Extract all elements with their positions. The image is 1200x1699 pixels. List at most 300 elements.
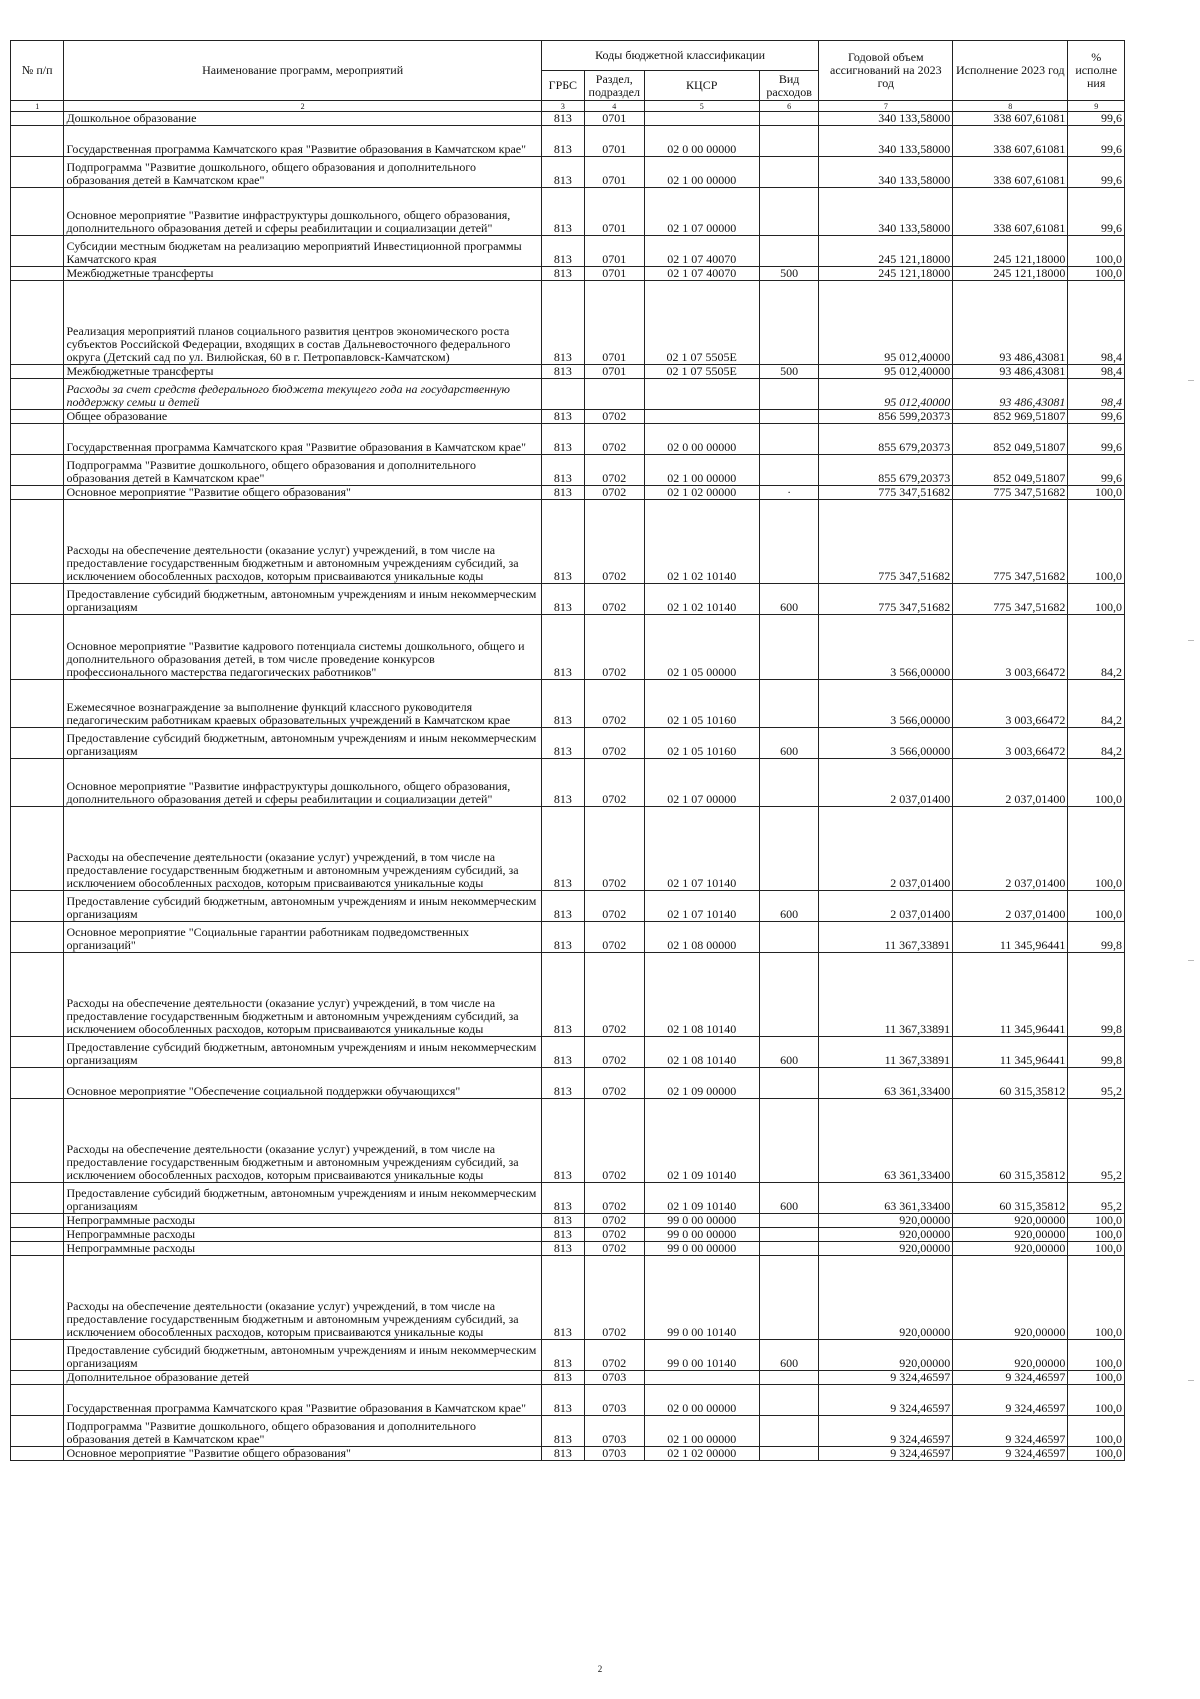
row-annual-amount: 95 012,40000	[819, 379, 953, 410]
table-row	[11, 1068, 1125, 1099]
scan-edge-mark	[1188, 1380, 1194, 1381]
row-kcsr: 02 1 09 10140	[644, 1099, 759, 1183]
row-number	[11, 759, 64, 807]
row-kcsr: 02 1 02 10140	[644, 584, 759, 615]
row-grbs: 813	[541, 1214, 584, 1228]
table-row	[11, 379, 1125, 410]
row-razdel: 0702	[584, 1242, 644, 1256]
row-name: Межбюджетные трансферты	[64, 365, 541, 379]
row-grbs: 813	[541, 807, 584, 891]
row-razdel: 0702	[584, 1099, 644, 1183]
row-percent: 98,4	[1068, 379, 1125, 410]
row-grbs: 813	[541, 267, 584, 281]
row-number	[11, 615, 64, 680]
row-razdel: 0702	[584, 922, 644, 953]
table-row	[11, 112, 1125, 126]
row-vid-rashodov: 600	[759, 1183, 819, 1214]
row-vid-rashodov	[759, 807, 819, 891]
row-razdel: 0701	[584, 365, 644, 379]
row-number	[11, 1183, 64, 1214]
row-name: Дополнительное образование детей	[64, 1371, 541, 1385]
row-grbs: 813	[541, 1447, 584, 1461]
row-razdel: 0703	[584, 1447, 644, 1461]
row-name: Подпрограмма "Развитие дошкольного, общего образования и дополнительного образования детей в Камчатском крае"	[64, 157, 541, 188]
row-grbs: 813	[541, 1385, 584, 1416]
row-vid-rashodov: ·	[759, 486, 819, 500]
row-razdel: 0701	[584, 157, 644, 188]
row-execution-amount: 920,00000	[953, 1256, 1068, 1340]
row-execution-amount: 920,00000	[953, 1242, 1068, 1256]
header-annual-appropriations: Годовой объем ассигнований на 2023 год	[819, 41, 953, 101]
row-vid-rashodov	[759, 410, 819, 424]
table-row	[11, 1183, 1125, 1214]
row-name: Субсидии местным бюджетам на реализацию мероприятий Инвестиционной программы Камчатского края	[64, 236, 541, 267]
row-vid-rashodov	[759, 1099, 819, 1183]
row-vid-rashodov	[759, 157, 819, 188]
row-vid-rashodov	[759, 759, 819, 807]
row-name: Дошкольное образование	[64, 112, 541, 126]
row-number	[11, 365, 64, 379]
column-number: 4	[584, 101, 644, 112]
row-kcsr: 02 0 00 00000	[644, 424, 759, 455]
row-percent: 99,6	[1068, 157, 1125, 188]
row-grbs: 813	[541, 922, 584, 953]
table-row	[11, 1214, 1125, 1228]
row-kcsr: 02 1 02 10140	[644, 500, 759, 584]
row-annual-amount: 2 037,01400	[819, 759, 953, 807]
row-annual-amount: 775 347,51682	[819, 584, 953, 615]
row-name: Расходы на обеспечение деятельности (оказание услуг) учреждений, в том числе на предоставление государственным бюджетным и автономным учреждениям субсидий, за исключением обособленных расходов, которым присваиваются уникальные коды	[64, 500, 541, 584]
row-number	[11, 157, 64, 188]
row-kcsr: 02 1 00 00000	[644, 157, 759, 188]
table-row	[11, 236, 1125, 267]
row-vid-rashodov	[759, 922, 819, 953]
row-annual-amount: 856 599,20373	[819, 410, 953, 424]
row-annual-amount: 340 133,58000	[819, 126, 953, 157]
row-percent: 99,8	[1068, 922, 1125, 953]
header-kcsr: КЦСР	[644, 71, 759, 101]
row-kcsr: 02 0 00 00000	[644, 1385, 759, 1416]
row-name: Основное мероприятие "Развитие общего образования"	[64, 486, 541, 500]
row-kcsr: 02 1 07 10140	[644, 807, 759, 891]
row-number	[11, 424, 64, 455]
row-execution-amount: 852 969,51807	[953, 410, 1068, 424]
row-annual-amount: 11 367,33891	[819, 1037, 953, 1068]
row-kcsr: 02 1 07 10140	[644, 891, 759, 922]
row-number	[11, 680, 64, 728]
row-vid-rashodov	[759, 953, 819, 1037]
row-kcsr: 99 0 00 10140	[644, 1256, 759, 1340]
table-row	[11, 1385, 1125, 1416]
row-annual-amount: 245 121,18000	[819, 236, 953, 267]
row-grbs: 813	[541, 953, 584, 1037]
row-number	[11, 267, 64, 281]
row-annual-amount: 340 133,58000	[819, 188, 953, 236]
row-razdel: 0702	[584, 486, 644, 500]
column-number: 5	[644, 101, 759, 112]
row-kcsr: 02 1 07 5505Е	[644, 365, 759, 379]
row-number	[11, 1385, 64, 1416]
row-razdel: 0702	[584, 759, 644, 807]
row-name: Общее образование	[64, 410, 541, 424]
row-execution-amount: 338 607,61081	[953, 126, 1068, 157]
row-name: Расходы на обеспечение деятельности (оказание услуг) учреждений, в том числе на предоставление государственным бюджетным и автономным учреждениям субсидий, за исключением обособленных расходов, которым присваиваются уникальные коды	[64, 953, 541, 1037]
table-row	[11, 500, 1125, 584]
row-execution-amount: 93 486,43081	[953, 281, 1068, 365]
table-row	[11, 1371, 1125, 1385]
row-percent: 100,0	[1068, 1228, 1125, 1242]
column-number: 6	[759, 101, 819, 112]
row-annual-amount: 9 324,46597	[819, 1416, 953, 1447]
row-razdel: 0702	[584, 953, 644, 1037]
row-grbs: 813	[541, 1340, 584, 1371]
row-grbs: 813	[541, 1228, 584, 1242]
row-annual-amount: 775 347,51682	[819, 486, 953, 500]
row-number	[11, 922, 64, 953]
row-vid-rashodov	[759, 1416, 819, 1447]
table-row	[11, 1099, 1125, 1183]
row-number	[11, 236, 64, 267]
row-number	[11, 500, 64, 584]
row-grbs: 813	[541, 455, 584, 486]
row-name: Предоставление субсидий бюджетным, автономным учреждениям и иным некоммерческим организациям	[64, 584, 541, 615]
row-annual-amount: 855 679,20373	[819, 424, 953, 455]
row-execution-amount: 2 037,01400	[953, 807, 1068, 891]
row-razdel: 0702	[584, 500, 644, 584]
column-number: 1	[11, 101, 64, 112]
row-percent: 99,6	[1068, 112, 1125, 126]
header-execution: Исполнение 2023 год	[953, 41, 1068, 101]
row-percent: 95,2	[1068, 1183, 1125, 1214]
row-percent: 99,8	[1068, 1037, 1125, 1068]
row-percent: 100,0	[1068, 1371, 1125, 1385]
row-percent: 84,2	[1068, 728, 1125, 759]
row-vid-rashodov	[759, 424, 819, 455]
row-execution-amount: 775 347,51682	[953, 500, 1068, 584]
header-percent: % исполне ния	[1068, 41, 1125, 101]
row-number	[11, 953, 64, 1037]
row-grbs: 813	[541, 1256, 584, 1340]
row-name: Предоставление субсидий бюджетным, автономным учреждениям и иным некоммерческим организациям	[64, 1183, 541, 1214]
row-razdel: 0703	[584, 1385, 644, 1416]
row-name: Подпрограмма "Развитие дошкольного, общего образования и дополнительного образования детей в Камчатском крае"	[64, 455, 541, 486]
row-vid-rashodov	[759, 236, 819, 267]
row-kcsr: 02 0 00 00000	[644, 126, 759, 157]
row-execution-amount: 9 324,46597	[953, 1416, 1068, 1447]
row-razdel: 0701	[584, 112, 644, 126]
row-name: Межбюджетные трансферты	[64, 267, 541, 281]
row-execution-amount: 2 037,01400	[953, 759, 1068, 807]
row-kcsr	[644, 379, 759, 410]
row-grbs: 813	[541, 1242, 584, 1256]
row-execution-amount: 60 315,35812	[953, 1068, 1068, 1099]
row-number	[11, 1214, 64, 1228]
row-number	[11, 410, 64, 424]
row-annual-amount: 63 361,33400	[819, 1183, 953, 1214]
row-kcsr	[644, 1371, 759, 1385]
row-number	[11, 807, 64, 891]
table-row	[11, 807, 1125, 891]
row-number	[11, 1242, 64, 1256]
table-row	[11, 1242, 1125, 1256]
row-kcsr	[644, 112, 759, 126]
row-name: Ежемесячное вознаграждение за выполнение функций классного руководителя педагогическим работникам краевых образовательных учреждений в Камчатском крае	[64, 680, 541, 728]
row-annual-amount: 9 324,46597	[819, 1371, 953, 1385]
row-annual-amount: 63 361,33400	[819, 1068, 953, 1099]
row-razdel: 0702	[584, 807, 644, 891]
row-vid-rashodov	[759, 1068, 819, 1099]
row-razdel	[584, 379, 644, 410]
table-row	[11, 680, 1125, 728]
row-annual-amount: 3 566,00000	[819, 728, 953, 759]
row-kcsr: 99 0 00 00000	[644, 1242, 759, 1256]
row-percent: 100,0	[1068, 1385, 1125, 1416]
table-row	[11, 759, 1125, 807]
row-kcsr: 02 1 00 00000	[644, 1416, 759, 1447]
row-kcsr: 02 1 07 5505Е	[644, 281, 759, 365]
row-execution-amount: 9 324,46597	[953, 1385, 1068, 1416]
row-vid-rashodov: 600	[759, 891, 819, 922]
row-number	[11, 584, 64, 615]
row-name: Государственная программа Камчатского края "Развитие образования в Камчатском крае"	[64, 126, 541, 157]
row-annual-amount: 9 324,46597	[819, 1447, 953, 1461]
column-number: 7	[819, 101, 953, 112]
row-razdel: 0702	[584, 615, 644, 680]
row-percent: 100,0	[1068, 891, 1125, 922]
row-name: Основное мероприятие "Обеспечение социальной поддержки обучающихся"	[64, 1068, 541, 1099]
row-grbs: 813	[541, 486, 584, 500]
row-name: Непрограммные расходы	[64, 1242, 541, 1256]
table-row	[11, 267, 1125, 281]
row-annual-amount: 9 324,46597	[819, 1385, 953, 1416]
row-grbs: 813	[541, 1037, 584, 1068]
row-grbs: 813	[541, 1068, 584, 1099]
row-kcsr: 99 0 00 00000	[644, 1228, 759, 1242]
row-grbs: 813	[541, 500, 584, 584]
row-number	[11, 1416, 64, 1447]
row-vid-rashodov: 600	[759, 1037, 819, 1068]
row-percent: 99,6	[1068, 410, 1125, 424]
row-percent: 99,6	[1068, 455, 1125, 486]
row-grbs: 813	[541, 112, 584, 126]
row-percent: 100,0	[1068, 500, 1125, 584]
row-execution-amount: 11 345,96441	[953, 922, 1068, 953]
row-annual-amount: 95 012,40000	[819, 365, 953, 379]
row-execution-amount: 338 607,61081	[953, 112, 1068, 126]
row-percent: 100,0	[1068, 1416, 1125, 1447]
table-row	[11, 584, 1125, 615]
header-num: № п/п	[11, 41, 64, 101]
row-razdel: 0702	[584, 424, 644, 455]
table-row	[11, 1416, 1125, 1447]
row-name: Основное мероприятие "Социальные гарантии работникам подведомственных организаций"	[64, 922, 541, 953]
table-body	[11, 112, 1125, 1461]
row-number	[11, 379, 64, 410]
row-kcsr: 02 1 08 00000	[644, 922, 759, 953]
row-grbs: 813	[541, 410, 584, 424]
row-vid-rashodov	[759, 1447, 819, 1461]
row-execution-amount: 338 607,61081	[953, 188, 1068, 236]
row-percent: 95,2	[1068, 1068, 1125, 1099]
row-vid-rashodov: 500	[759, 267, 819, 281]
row-percent: 100,0	[1068, 1340, 1125, 1371]
scan-edge-mark	[1188, 640, 1194, 641]
row-grbs: 813	[541, 365, 584, 379]
row-vid-rashodov: 600	[759, 1340, 819, 1371]
row-kcsr: 02 1 05 10160	[644, 728, 759, 759]
row-vid-rashodov	[759, 281, 819, 365]
row-number	[11, 1037, 64, 1068]
row-razdel: 0702	[584, 728, 644, 759]
row-number	[11, 891, 64, 922]
row-razdel: 0702	[584, 1228, 644, 1242]
row-vid-rashodov	[759, 1256, 819, 1340]
row-name: Расходы за счет средств федерального бюджета текущего года на государственную поддержку семьи и детей	[64, 379, 541, 410]
row-name: Расходы на обеспечение деятельности (оказание услуг) учреждений, в том числе на предоставление государственным бюджетным и автономным учреждениям субсидий, за исключением обособленных расходов, которым присваиваются уникальные коды	[64, 807, 541, 891]
row-percent: 100,0	[1068, 1214, 1125, 1228]
row-annual-amount: 920,00000	[819, 1228, 953, 1242]
row-razdel: 0702	[584, 584, 644, 615]
row-grbs: 813	[541, 615, 584, 680]
row-kcsr: 02 1 07 40070	[644, 267, 759, 281]
column-number: 8	[953, 101, 1068, 112]
row-name: Предоставление субсидий бюджетным, автономным учреждениям и иным некоммерческим организациям	[64, 1340, 541, 1371]
row-annual-amount: 340 133,58000	[819, 112, 953, 126]
row-annual-amount: 3 566,00000	[819, 615, 953, 680]
row-grbs: 813	[541, 1416, 584, 1447]
row-grbs: 813	[541, 680, 584, 728]
header-name: Наименование программ, мероприятий	[64, 41, 541, 101]
row-number	[11, 188, 64, 236]
row-execution-amount: 852 049,51807	[953, 424, 1068, 455]
row-annual-amount: 3 566,00000	[819, 680, 953, 728]
row-vid-rashodov	[759, 455, 819, 486]
row-vid-rashodov	[759, 379, 819, 410]
row-razdel: 0702	[584, 455, 644, 486]
row-grbs: 813	[541, 188, 584, 236]
row-razdel: 0703	[584, 1416, 644, 1447]
row-number	[11, 1371, 64, 1385]
header-grbs: ГРБС	[541, 71, 584, 101]
row-grbs: 813	[541, 424, 584, 455]
row-vid-rashodov	[759, 1242, 819, 1256]
row-razdel: 0701	[584, 236, 644, 267]
row-grbs: 813	[541, 157, 584, 188]
row-name: Основное мероприятие "Развитие инфраструктуры дошкольного, общего образования, дополнительного образования детей и сферы реабилитации и социализации детей"	[64, 759, 541, 807]
row-execution-amount: 775 347,51682	[953, 486, 1068, 500]
row-execution-amount: 9 324,46597	[953, 1371, 1068, 1385]
row-percent: 100,0	[1068, 267, 1125, 281]
table-row	[11, 953, 1125, 1037]
row-execution-amount: 11 345,96441	[953, 1037, 1068, 1068]
row-razdel: 0702	[584, 1068, 644, 1099]
row-percent: 100,0	[1068, 807, 1125, 891]
budget-table	[10, 40, 1125, 1461]
row-grbs: 813	[541, 281, 584, 365]
scan-edge-mark	[1188, 380, 1194, 381]
row-execution-amount: 11 345,96441	[953, 953, 1068, 1037]
row-grbs: 813	[541, 236, 584, 267]
row-execution-amount: 245 121,18000	[953, 236, 1068, 267]
row-razdel: 0702	[584, 1183, 644, 1214]
row-number	[11, 126, 64, 157]
row-kcsr: 02 1 09 10140	[644, 1183, 759, 1214]
page-number: 2	[597, 1664, 603, 1674]
row-grbs: 813	[541, 728, 584, 759]
row-kcsr: 99 0 00 10140	[644, 1340, 759, 1371]
table-row	[11, 1228, 1125, 1242]
row-name: Основное мероприятие "Развитие общего образования"	[64, 1447, 541, 1461]
table-row	[11, 728, 1125, 759]
table-row	[11, 281, 1125, 365]
row-annual-amount: 63 361,33400	[819, 1099, 953, 1183]
row-vid-rashodov	[759, 1228, 819, 1242]
row-kcsr: 02 1 08 10140	[644, 953, 759, 1037]
row-execution-amount: 920,00000	[953, 1340, 1068, 1371]
row-percent: 100,0	[1068, 486, 1125, 500]
row-number	[11, 112, 64, 126]
table-row	[11, 410, 1125, 424]
row-name: Расходы на обеспечение деятельности (оказание услуг) учреждений, в том числе на предоставление государственным бюджетным и автономным учреждениям субсидий, за исключением обособленных расходов, которым присваиваются уникальные коды	[64, 1099, 541, 1183]
scan-edge-mark	[1188, 960, 1194, 961]
row-kcsr: 02 1 02 00000	[644, 1447, 759, 1461]
row-number	[11, 455, 64, 486]
row-grbs: 813	[541, 759, 584, 807]
row-execution-amount: 3 003,66472	[953, 728, 1068, 759]
row-annual-amount: 340 133,58000	[819, 157, 953, 188]
row-kcsr: 02 1 05 10160	[644, 680, 759, 728]
row-annual-amount: 855 679,20373	[819, 455, 953, 486]
column-number: 2	[64, 101, 541, 112]
table-row	[11, 1447, 1125, 1461]
row-grbs: 813	[541, 891, 584, 922]
row-grbs: 813	[541, 126, 584, 157]
row-execution-amount: 93 486,43081	[953, 379, 1068, 410]
row-vid-rashodov	[759, 112, 819, 126]
row-razdel: 0702	[584, 680, 644, 728]
row-percent: 100,0	[1068, 1447, 1125, 1461]
row-razdel: 0702	[584, 1340, 644, 1371]
row-kcsr: 02 1 05 00000	[644, 615, 759, 680]
row-kcsr: 02 1 02 00000	[644, 486, 759, 500]
row-number	[11, 728, 64, 759]
row-percent: 98,4	[1068, 281, 1125, 365]
row-annual-amount: 775 347,51682	[819, 500, 953, 584]
table-row	[11, 1037, 1125, 1068]
row-razdel: 0702	[584, 891, 644, 922]
column-number-row	[11, 101, 1125, 112]
row-kcsr: 02 1 08 10140	[644, 1037, 759, 1068]
table-row	[11, 455, 1125, 486]
row-number	[11, 1340, 64, 1371]
row-vid-rashodov	[759, 500, 819, 584]
row-percent: 84,2	[1068, 615, 1125, 680]
row-vid-rashodov	[759, 680, 819, 728]
row-razdel: 0702	[584, 410, 644, 424]
table-row	[11, 1256, 1125, 1340]
row-percent: 100,0	[1068, 236, 1125, 267]
row-percent: 100,0	[1068, 1242, 1125, 1256]
row-kcsr: 99 0 00 00000	[644, 1214, 759, 1228]
row-annual-amount: 920,00000	[819, 1214, 953, 1228]
row-annual-amount: 920,00000	[819, 1340, 953, 1371]
table-row	[11, 486, 1125, 500]
row-vid-rashodov: 600	[759, 584, 819, 615]
row-execution-amount: 338 607,61081	[953, 157, 1068, 188]
row-vid-rashodov	[759, 126, 819, 157]
row-vid-rashodov	[759, 1214, 819, 1228]
row-razdel: 0702	[584, 1214, 644, 1228]
